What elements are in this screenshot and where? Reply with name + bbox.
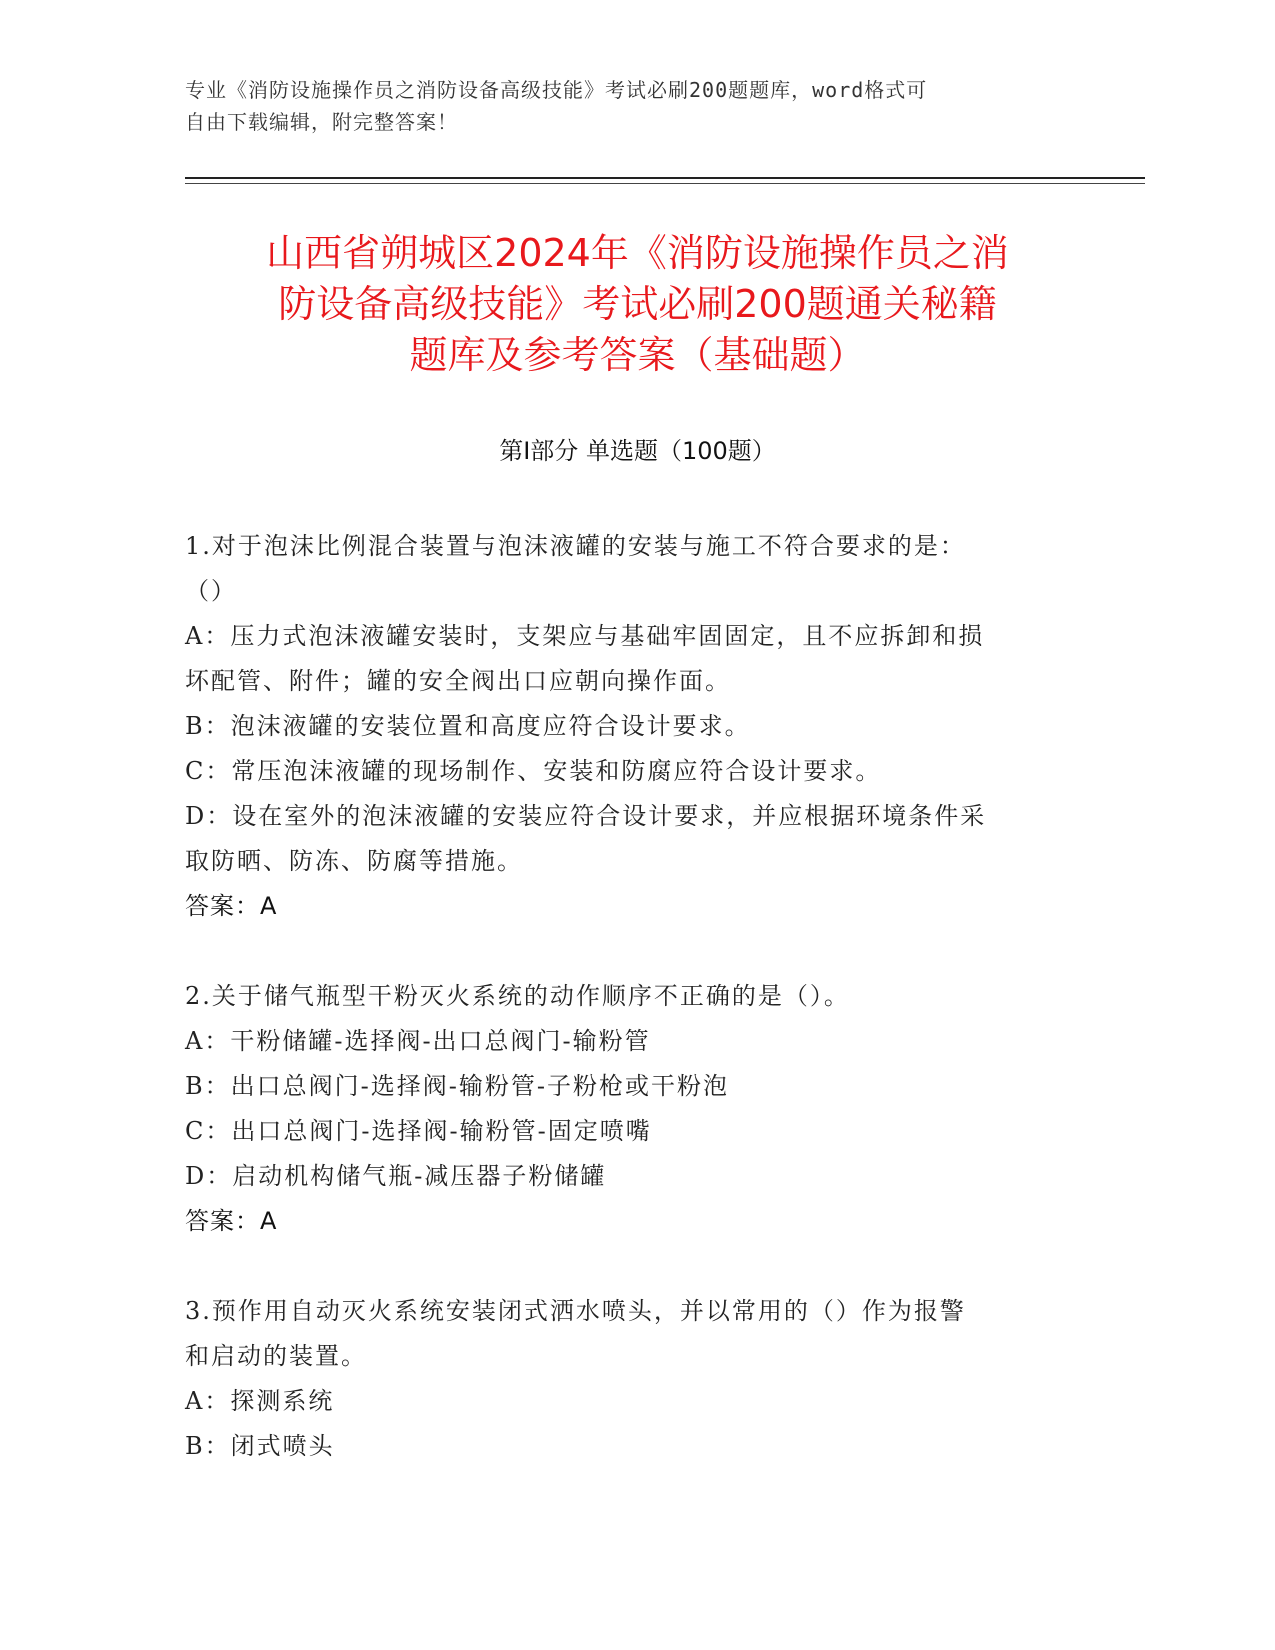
header-note	[185, 74, 1065, 138]
option-d: D：设在室外的泡沫液罐的安装应符合设计要求，并应根据环境条件采	[185, 802, 987, 830]
section-title: 第Ⅰ部分 单选题（100题）	[499, 437, 776, 465]
header-note-line: 自由下载编辑，附完整答案！	[185, 110, 458, 134]
answer: 答案：A	[185, 892, 278, 920]
question-stem: 和启动的装置。	[185, 1342, 367, 1370]
option-b: B：泡沫液罐的安装位置和高度应符合设计要求。	[185, 712, 751, 740]
question-3	[185, 1289, 1075, 1469]
option-a-continued: 坏配管、附件；罐的安全阀出口应朝向操作面。	[185, 667, 731, 695]
header-divider-thick	[185, 177, 1145, 179]
option-c: C：常压泡沫液罐的现场制作、安装和防腐应符合设计要求。	[185, 757, 882, 785]
question-stem: 2.关于储气瓶型干粉灭火系统的动作顺序不正确的是（）。	[185, 982, 850, 1010]
question-1	[185, 524, 1075, 929]
title-line: 题库及参考答案（基础题）	[409, 333, 866, 377]
answer: 答案：A	[185, 1207, 278, 1235]
option-d-continued: 取防晒、防冻、防腐等措施。	[185, 847, 523, 875]
question-stem: 3.预作用自动灭火系统安装闭式洒水喷头，并以常用的（）作为报警	[185, 1297, 966, 1325]
question-2	[185, 974, 1075, 1244]
option-a: A：压力式泡沫液罐安装时，支架应与基础牢固固定，且不应拆卸和损	[185, 622, 985, 650]
option-a: A：干粉储罐-选择阀-出口总阀门-输粉管	[185, 1027, 651, 1055]
question-list	[185, 524, 1075, 1514]
question-stem: 1.对于泡沫比例混合装置与泡沫液罐的安装与施工不符合要求的是：	[185, 532, 966, 560]
header-note-line: 专业《消防设施操作员之消防设备高级技能》考试必刷200题题库，word格式可	[185, 78, 928, 102]
header-divider-thin	[185, 183, 1145, 184]
question-stem: （）	[185, 577, 237, 605]
title-line: 山西省朔城区2024年《消防设施操作员之消	[266, 231, 1009, 275]
option-d: D：启动机构储气瓶-减压器子粉储罐	[185, 1162, 607, 1190]
page-title	[185, 228, 1090, 381]
option-b: B：闭式喷头	[185, 1432, 335, 1460]
option-b: B：出口总阀门-选择阀-输粉管-子粉枪或干粉泡	[185, 1072, 729, 1100]
title-line: 防设备高级技能》考试必刷200题通关秘籍	[278, 282, 997, 326]
option-c: C：出口总阀门-选择阀-输粉管-固定喷嘴	[185, 1117, 652, 1145]
option-a: A：探测系统	[185, 1387, 335, 1415]
